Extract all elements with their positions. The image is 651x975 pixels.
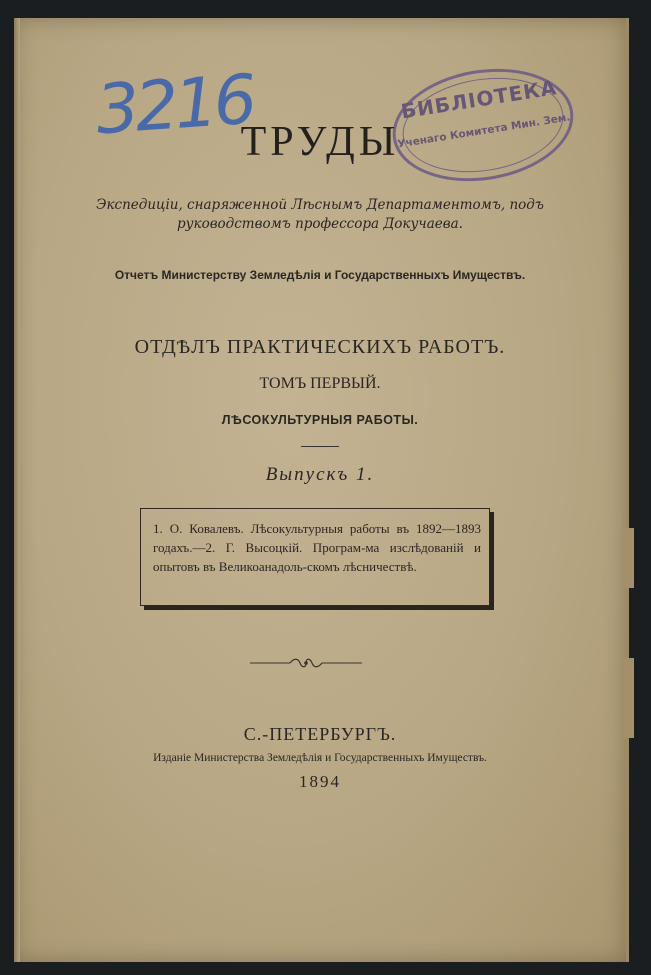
cover-title: ТРУДЫ	[240, 119, 400, 165]
divider-rule	[14, 446, 626, 447]
stamp-text-committee: Ученаго Комитета Мин. Зем.	[396, 111, 572, 151]
section-heading: ОТДѢЛЪ ПРАКТИЧЕСКИХЪ РАБОТЪ.	[134, 336, 506, 358]
imprint-publisher: Изданіе Министерства Земледѣлія и Государственныхъ Имуществъ.	[153, 752, 487, 764]
torn-edge	[624, 528, 634, 588]
volume-heading: ТОМЪ ПЕРВЫЙ.	[259, 375, 381, 392]
handwritten-shelf-number: 3216	[93, 60, 256, 151]
issue-heading: Выпускъ 1.	[265, 464, 375, 485]
imprint-city: С.-ПЕТЕРБУРГЪ.	[243, 724, 397, 744]
cover-subtitle: Экспедиціи, снаряженной Лѣснымъ Департаментомъ, подъ руководствомъ профессора Докучаева.	[96, 197, 544, 232]
ornament-divider	[250, 656, 362, 670]
contents-box: 1. О. Ковалевъ. Лѣсокультурныя работы въ 1892—1893 годахъ.—2. Г. Высоцкій. Програм-ма изслѣдованій и опытовъ въ Великоанадоль-скомъ лѣсничествѣ.	[140, 508, 490, 606]
report-line: Отчетъ Министерству Земледѣлія и Государственныхъ Имуществъ.	[114, 268, 526, 282]
book-cover	[14, 18, 629, 962]
stamp-text-library: БИБЛІОТЕКА	[399, 75, 559, 124]
works-heading: ЛѢСОКУЛЬТУРНЫЯ РАБОТЫ.	[221, 413, 419, 427]
imprint-year: 1894	[299, 772, 341, 791]
